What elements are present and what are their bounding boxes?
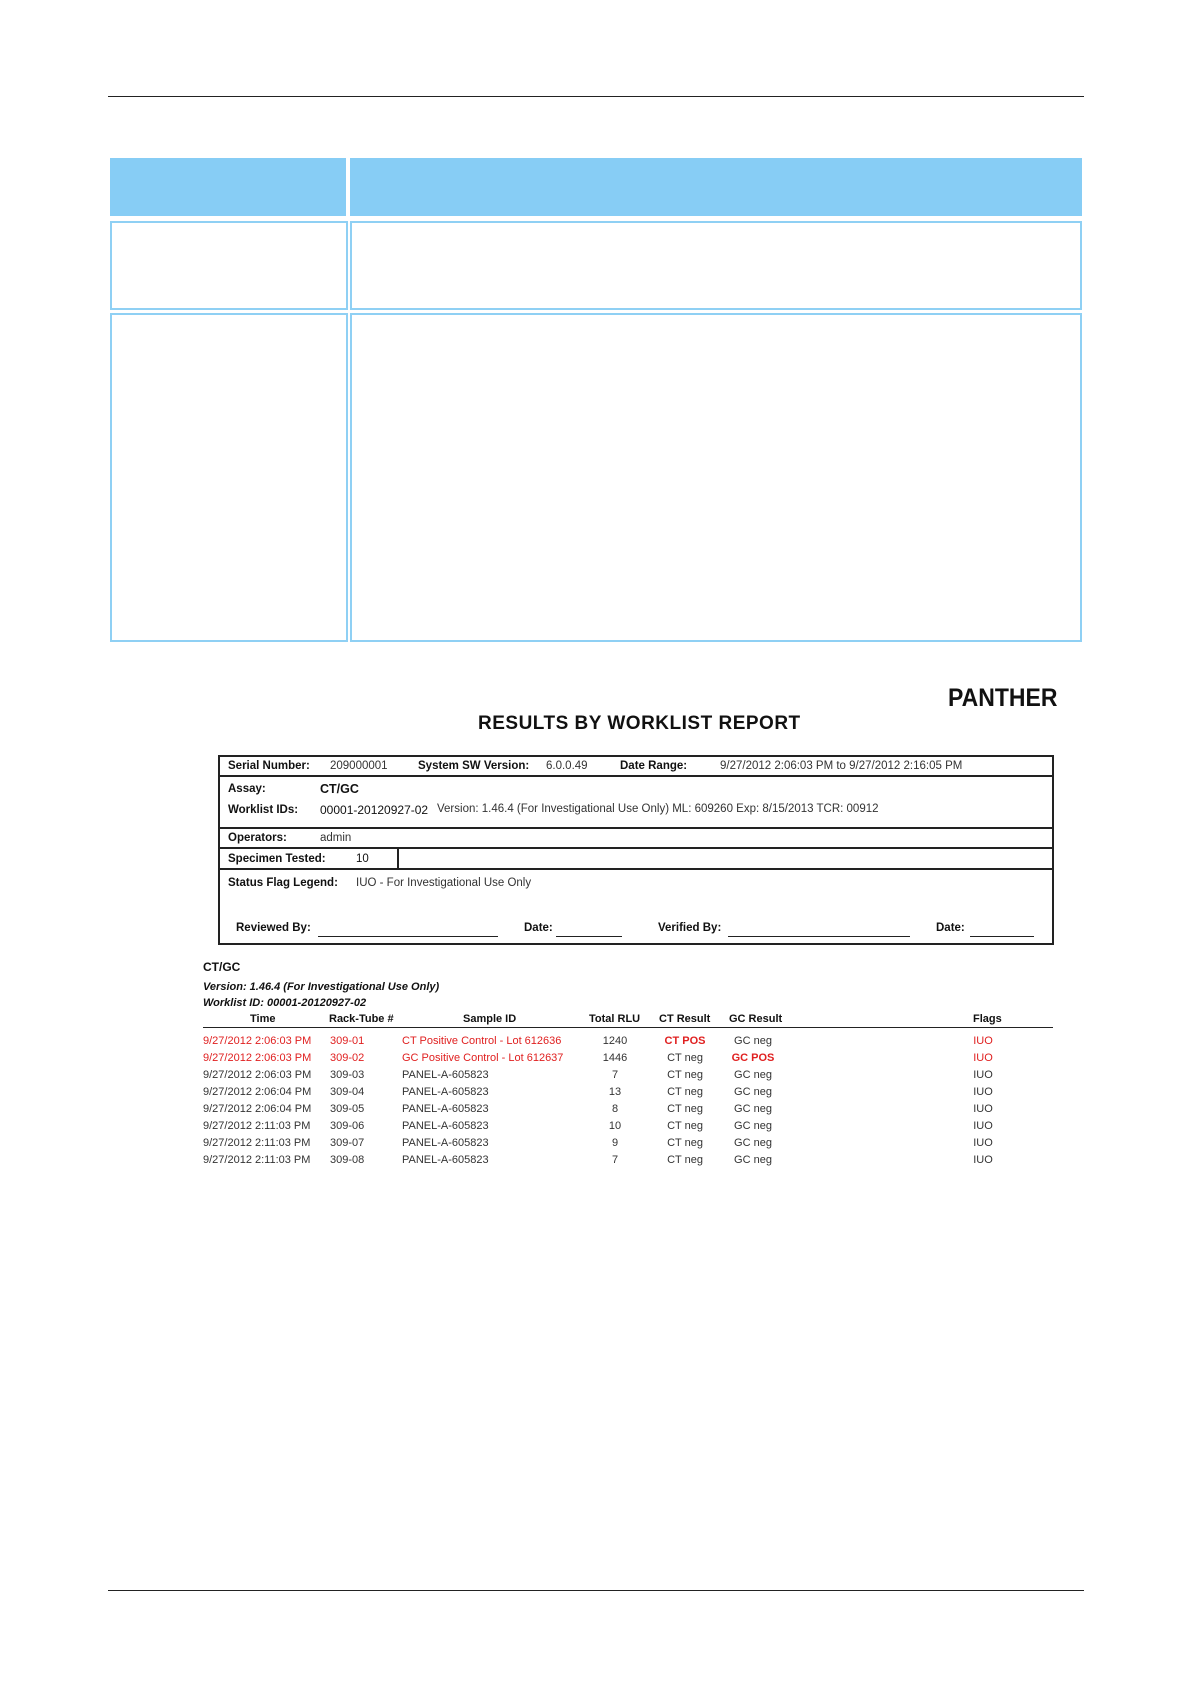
cell-rack: 309-01	[330, 1035, 365, 1047]
serial-label: Serial Number:	[228, 760, 310, 772]
cell-gc-result: GC neg	[734, 1069, 772, 1081]
cell-time: 9/27/2012 2:11:03 PM	[203, 1154, 311, 1166]
specimen-label: Specimen Tested:	[228, 853, 326, 865]
table-row	[0, 1154, 1191, 1171]
table-row1-cell-left	[110, 221, 348, 310]
cell-sample-id: GC Positive Control - Lot 612637	[402, 1052, 564, 1064]
legend-label: Status Flag Legend:	[228, 877, 338, 889]
cell-time: 9/27/2012 2:06:04 PM	[203, 1103, 312, 1115]
cell-rlu: 10	[608, 1120, 622, 1132]
table-row	[0, 1035, 1191, 1052]
col-header-ct-result: CT Result	[659, 1013, 711, 1025]
cell-rlu: 1240	[602, 1035, 628, 1047]
cell-flag: IUO	[973, 1052, 993, 1064]
cell-gc-result: GC neg	[734, 1086, 772, 1098]
cell-rack: 309-06	[330, 1120, 365, 1132]
cell-flag: IUO	[973, 1035, 993, 1047]
cell-rlu: 7	[611, 1069, 619, 1081]
cell-rack: 309-08	[330, 1154, 365, 1166]
review-date-line	[556, 936, 622, 937]
cell-flag: IUO	[973, 1103, 993, 1115]
specimen-value: 10	[356, 853, 369, 865]
section-title: CT/GC	[203, 960, 241, 974]
cell-time: 9/27/2012 2:06:04 PM	[203, 1086, 312, 1098]
cell-ct-result: CT neg	[667, 1069, 703, 1081]
section-version: Version: 1.46.4 (For Investigational Use Only)	[203, 981, 440, 993]
cell-rlu: 13	[608, 1086, 622, 1098]
cell-flag: IUO	[973, 1120, 993, 1132]
serial-value: 209000001	[330, 760, 388, 772]
cell-sample-id: PANEL-A-605823	[402, 1120, 489, 1132]
report-title: RESULTS BY WORKLIST REPORT	[478, 713, 801, 734]
table-row	[0, 1103, 1191, 1120]
cell-flag: IUO	[973, 1086, 993, 1098]
cell-gc-result: GC neg	[734, 1120, 772, 1132]
cell-ct-result: CT neg	[667, 1154, 703, 1166]
table-row	[0, 1120, 1191, 1137]
verify-date-line	[970, 936, 1034, 937]
table-row2-cell-right	[350, 313, 1082, 642]
cell-gc-result: GC POS	[731, 1052, 775, 1064]
cell-ct-result: CT POS	[664, 1035, 706, 1047]
cell-sample-id: PANEL-A-605823	[402, 1137, 489, 1149]
col-header-flags: Flags	[973, 1013, 1002, 1025]
reviewed-by-line	[318, 936, 498, 937]
cell-rack: 309-05	[330, 1103, 365, 1115]
legend-value: IUO - For Investigational Use Only	[356, 877, 532, 889]
table-header-cell-right	[350, 158, 1082, 216]
sw-version-label: System SW Version:	[418, 760, 530, 772]
cell-flag: IUO	[973, 1137, 993, 1149]
cell-gc-result: GC neg	[734, 1103, 772, 1115]
col-header-rack: Rack-Tube #	[329, 1013, 394, 1025]
review-date-label: Date:	[524, 922, 553, 934]
cell-rlu: 1446	[602, 1052, 628, 1064]
bottom-rule	[108, 1590, 1084, 1591]
verify-date-label: Date:	[936, 922, 965, 934]
cell-time: 9/27/2012 2:06:03 PM	[203, 1069, 312, 1081]
cell-gc-result: GC neg	[734, 1154, 772, 1166]
table-row	[0, 1086, 1191, 1103]
cell-rlu: 7	[611, 1154, 619, 1166]
cell-sample-id: CT Positive Control - Lot 612636	[402, 1035, 562, 1047]
table-row	[0, 1069, 1191, 1086]
cell-time: 9/27/2012 2:11:03 PM	[203, 1137, 311, 1149]
cell-flag: IUO	[973, 1069, 993, 1081]
header-row-legend	[218, 868, 1054, 945]
top-rule	[108, 96, 1084, 97]
cell-rlu: 9	[611, 1137, 619, 1149]
cell-ct-result: CT neg	[667, 1120, 703, 1132]
assay-label: Assay:	[228, 783, 266, 795]
date-range-label: Date Range:	[620, 760, 688, 772]
date-range-value: 9/27/2012 2:06:03 PM to 9/27/2012 2:16:05 PM	[720, 760, 963, 772]
cell-flag: IUO	[973, 1154, 993, 1166]
col-header-gc-result: GC Result	[729, 1013, 783, 1025]
verified-by-label: Verified By:	[658, 922, 722, 934]
cell-ct-result: CT neg	[667, 1086, 703, 1098]
operators-label: Operators:	[228, 832, 287, 844]
cell-ct-result: CT neg	[667, 1052, 703, 1064]
table-row	[0, 1137, 1191, 1154]
worklist-label: Worklist IDs:	[228, 804, 299, 816]
worklist-value: 00001-20120927-02	[320, 803, 429, 817]
table-row1-cell-right	[350, 221, 1082, 310]
cell-ct-result: CT neg	[667, 1137, 703, 1149]
col-header-sample-id: Sample ID	[463, 1013, 517, 1025]
cell-sample-id: PANEL-A-605823	[402, 1154, 489, 1166]
cell-gc-result: GC neg	[734, 1035, 772, 1047]
worklist-detail: Version: 1.46.4 (For Investigational Use Only) ML: 609260 Exp: 8/15/2013 TCR: 00912	[437, 803, 879, 815]
assay-value: CT/GC	[320, 782, 359, 796]
cell-time: 9/27/2012 2:11:03 PM	[203, 1120, 311, 1132]
cell-sample-id: PANEL-A-605823	[402, 1069, 489, 1081]
cell-rack: 309-04	[330, 1086, 365, 1098]
panther-logo: PANTHER	[948, 684, 1058, 712]
cell-sample-id: PANEL-A-605823	[402, 1086, 489, 1098]
cell-gc-result: GC neg	[734, 1137, 772, 1149]
table-header-cell-left	[110, 158, 346, 216]
sw-version-value: 6.0.0.49	[546, 760, 588, 772]
table-row2-cell-left	[110, 313, 348, 642]
header-underline	[203, 1027, 1053, 1028]
cell-rack: 309-03	[330, 1069, 365, 1081]
verified-by-line	[728, 936, 910, 937]
cell-time: 9/27/2012 2:06:03 PM	[203, 1052, 312, 1064]
reviewed-by-label: Reviewed By:	[236, 922, 311, 934]
cell-ct-result: CT neg	[667, 1103, 703, 1115]
col-header-total-rlu: Total RLU	[589, 1013, 641, 1025]
cell-rack: 309-02	[330, 1052, 365, 1064]
cell-rlu: 8	[611, 1103, 619, 1115]
cell-time: 9/27/2012 2:06:03 PM	[203, 1035, 312, 1047]
section-worklist: Worklist ID: 00001-20120927-02	[203, 997, 367, 1009]
operators-value: admin	[320, 832, 352, 844]
cell-sample-id: PANEL-A-605823	[402, 1103, 489, 1115]
col-header-time: Time	[250, 1013, 276, 1025]
cell-rack: 309-07	[330, 1137, 365, 1149]
table-row	[0, 1052, 1191, 1069]
